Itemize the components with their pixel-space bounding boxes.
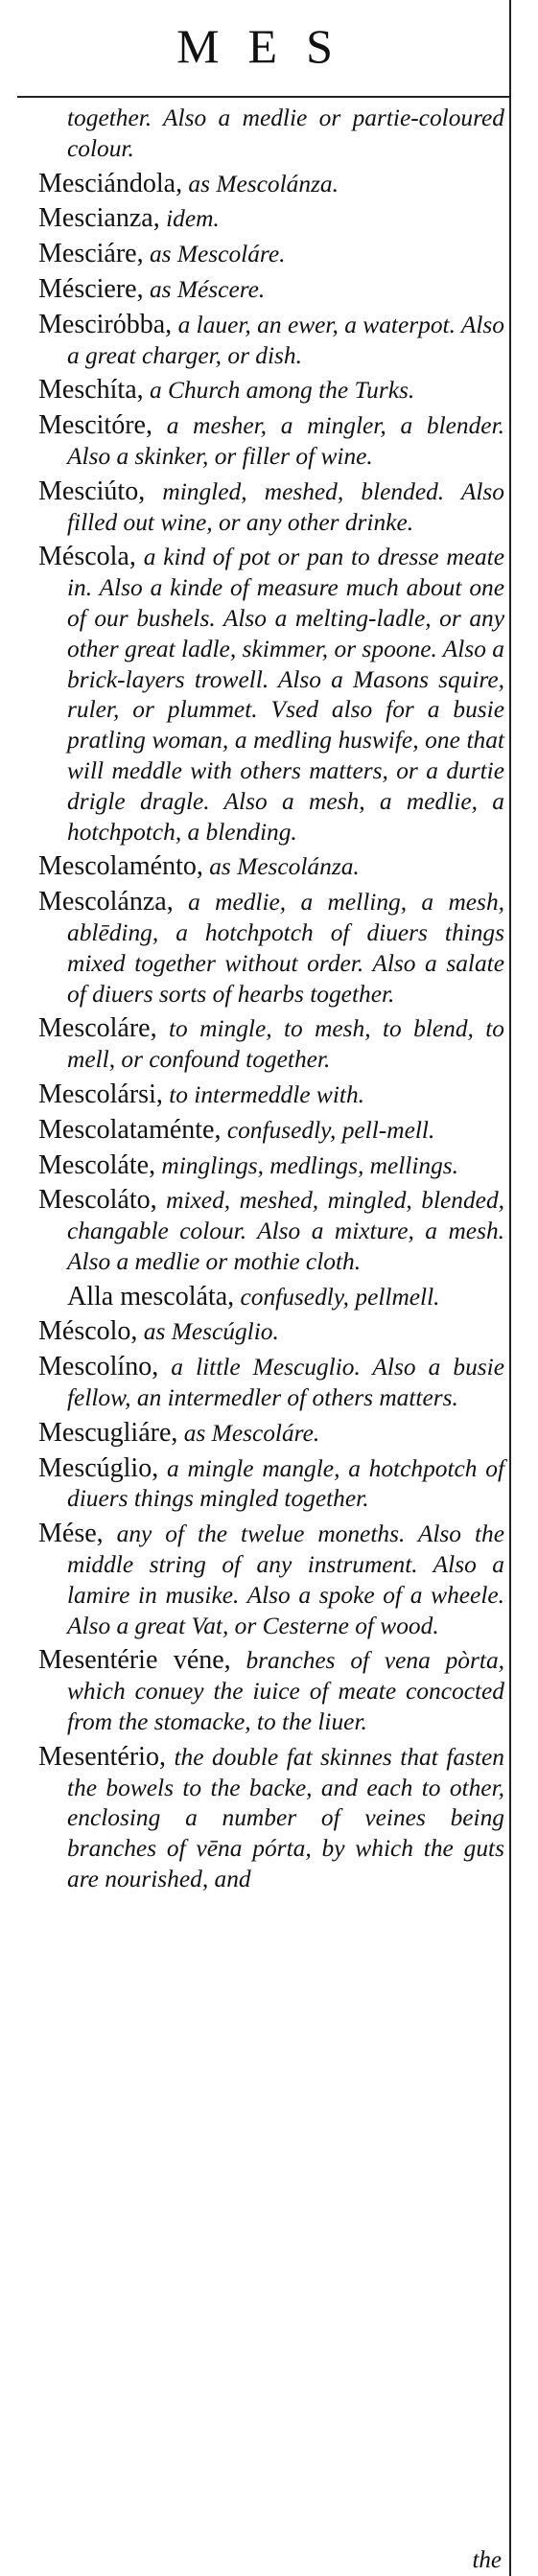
- entry-definition: confusedly, pellmell.: [234, 1283, 440, 1311]
- entry-definition: together. Also a medlie or partie-coloured colour.: [67, 104, 504, 162]
- entry-definition: a mingle mangle, a hotchpotch of diuers things mingled together.: [67, 1454, 504, 1513]
- entry-headword: Mescitóre,: [38, 410, 152, 441]
- entry-definition: as Mescolánza.: [202, 853, 360, 881]
- entry-headword: Meschíta,: [38, 375, 144, 406]
- dictionary-entry: [38, 104, 504, 165]
- entry-definition: a little Mescuglio. Also a busie fellow, an intermedler of others matters.: [67, 1354, 504, 1412]
- entry-headword: Mesciáre,: [38, 239, 144, 269]
- dictionary-entry: [38, 1742, 504, 1895]
- dictionary-entry: [38, 1453, 504, 1516]
- dictionary-entry: [38, 239, 504, 270]
- entry-headword: Mescolíno,: [38, 1352, 159, 1382]
- dictionary-entry: [38, 1645, 504, 1737]
- entry-headword: Mescolársi,: [38, 1079, 163, 1109]
- entry-definition: a lauer, an ewer, a waterpot. Also a great charger, or dish.: [67, 311, 504, 369]
- entry-definition: minglings, medlings, mellings.: [155, 1151, 459, 1179]
- dictionary-entry: [38, 1013, 504, 1076]
- dictionary-entry: [38, 476, 504, 539]
- entry-definition: as Mescolánza.: [182, 170, 339, 197]
- dictionary-entry: [38, 1352, 504, 1414]
- dictionary-entry: [38, 410, 504, 473]
- entry-headword: Mescugliáre,: [38, 1417, 178, 1448]
- entry-headword: Mescúglio,: [38, 1452, 159, 1483]
- dictionary-entry: [38, 542, 504, 847]
- dictionary-entry: [38, 1185, 504, 1277]
- dictionary-entry: [38, 203, 504, 235]
- entry-definition: to mingle, to mesh, to blend, to mell, or confound together.: [67, 1015, 504, 1074]
- entry-headword: Méscolo,: [38, 1316, 138, 1347]
- entry-headword: Mescoláte,: [38, 1149, 156, 1180]
- dictionary-entry: [38, 887, 504, 1010]
- entry-headword: Mescolataménte,: [38, 1114, 222, 1145]
- entry-headword: Mesentérie véne,: [38, 1645, 231, 1676]
- entry-headword: Mescolaménto,: [38, 851, 203, 882]
- entry-headword: Mescoláre,: [38, 1013, 157, 1044]
- entry-definition: as Mescúglio.: [137, 1318, 279, 1346]
- entry-headword: Mésciere,: [38, 273, 144, 304]
- dictionary-entry: [38, 1418, 504, 1450]
- right-margin-rule: [509, 0, 511, 2576]
- entry-headword: Mescoláto,: [38, 1185, 157, 1216]
- dictionary-column: [38, 104, 504, 1899]
- entry-definition: confusedly, pell-mell.: [221, 1116, 435, 1144]
- dictionary-entry: [38, 1316, 504, 1348]
- dictionary-entry: [38, 1519, 504, 1641]
- entry-definition: to intermeddle with.: [162, 1080, 365, 1108]
- entry-definition: as Mescoláre.: [177, 1419, 320, 1447]
- dictionary-entry: [38, 1282, 504, 1313]
- entry-headword: Mescianza,: [38, 203, 160, 234]
- entry-headword: Mesentério,: [38, 1741, 166, 1772]
- dictionary-entry: [38, 274, 504, 306]
- catchword: the: [472, 2547, 502, 2573]
- entry-definition: as Méscere.: [143, 275, 266, 303]
- entry-definition: a Church among the Turks.: [143, 377, 415, 405]
- entry-definition: a medlie, a melling, a mesh, ablēding, a hotchpotch of diuers things mixed together without order. Also a salate of diuers sorts of hearbs together.: [67, 889, 504, 1008]
- entry-headword: Mesciúto,: [38, 476, 146, 506]
- entry-definition: as Mescoláre.: [143, 241, 286, 268]
- entry-headword: Mescirόbba,: [38, 309, 173, 339]
- running-head: MES: [176, 19, 362, 73]
- entry-definition: the double fat skinnes that fasten the bowels to the backe, and each to other, enclosing a number of veines being branches of vēna pórta, by which the guts are nourished, and: [67, 1743, 504, 1893]
- entry-headword: Alla mescoláta,: [67, 1281, 235, 1311]
- entry-definition: a kind of pot or pan to dresse meate in. Also a kinde of measure much about one of our bushels. Also a melting-ladle, or any other great ladle, skimmer, or spoone. Also a brick-layers trowell. Also a Masons squire, ruler, or plummet. Vsed also for a busie pratling woman, a medling huswife, one that will meddle with others matters, or a durtie drigle dragle. Also a mesh, a medlie, a hotchpotch, a blending.: [67, 544, 504, 846]
- dictionary-entry: [38, 1115, 504, 1147]
- entry-headword: Méscola,: [38, 542, 136, 572]
- dictionary-entry: [38, 1079, 504, 1111]
- dictionary-entry: [38, 310, 504, 372]
- entry-definition: branches of vena pòrta, which conuey the iuice of meate concocted from the stomacke, to the liuer.: [67, 1647, 504, 1736]
- entry-headword: Mescolánza,: [38, 887, 174, 917]
- entry-headword: Mesciándola,: [38, 168, 183, 198]
- dictionary-entry: [38, 851, 504, 883]
- entry-definition: mingled, meshed, blended. Also filled out wine, or any other drinke.: [67, 477, 504, 536]
- entry-definition: idem.: [159, 205, 220, 233]
- header-rule: [17, 96, 511, 98]
- entry-definition: any of the twelue moneths. Also the middle string of any instrument. Also a lamire in musike. Also a spoke of a wheele. Also a great Vat, or Cesterne of wood.: [67, 1520, 504, 1639]
- entry-headword: Mése,: [38, 1519, 104, 1549]
- dictionary-entry: [38, 375, 504, 406]
- dictionary-entry: [38, 1150, 504, 1182]
- entry-definition: mixed, meshed, mingled, blended, changable colour. Also a mixture, a mesh. Also a medlie or mothie cloth.: [67, 1187, 504, 1275]
- dictionary-entry: [38, 169, 504, 200]
- entry-definition: a mesher, a mingler, a blender. Also a skinker, or filler of wine.: [67, 412, 504, 470]
